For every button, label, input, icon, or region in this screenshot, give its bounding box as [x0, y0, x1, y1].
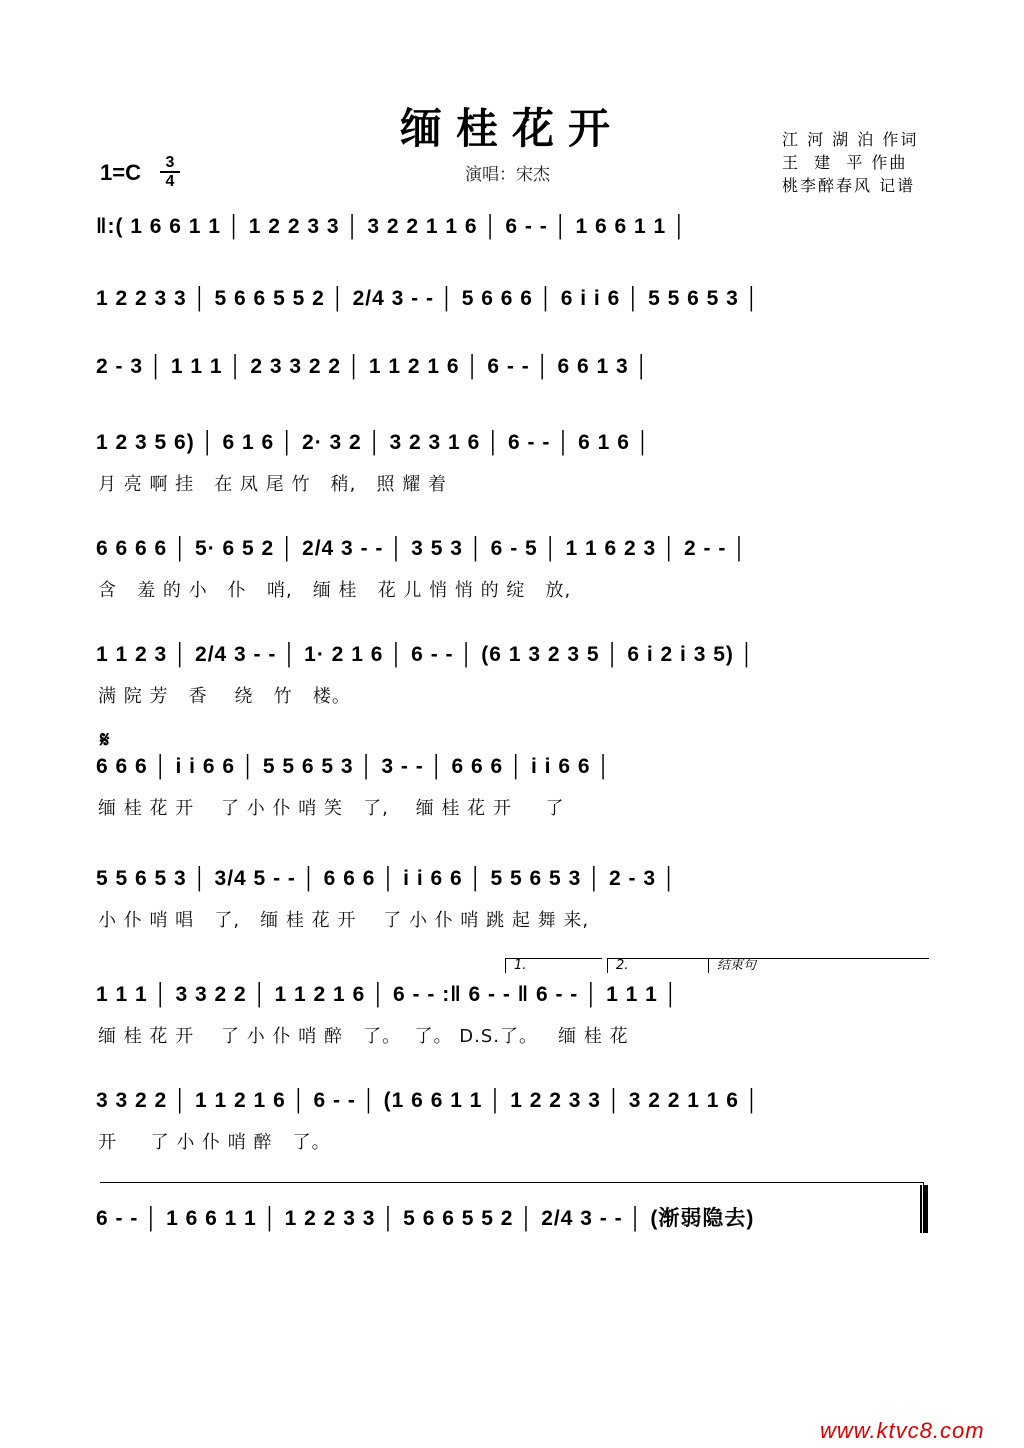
score-row-1 — [96, 212, 928, 262]
time-sig-top: 3 — [160, 154, 180, 173]
lyrics-line: 缅 桂 花 开 了 小 仆 哨 醉 了。 了。 D.S.了。 缅 桂 花 — [98, 1026, 629, 1047]
volta-first-ending: 1. — [505, 958, 602, 973]
notes-line: 1 1 2 3 │ 2/4 3 - - │ 1· 2 1 6 │ 6 - - │ (6 1 3 2 3 5 │ 6 i 2 i 3 5) │ — [96, 643, 755, 666]
song-title: 缅桂花开 — [399, 104, 624, 153]
lyrics-line: 小 仆 哨 唱 了, 缅 桂 花 开 了 小 仆 哨 跳 起 舞 来, — [98, 910, 590, 931]
notes-line: 6 6 6 │ i i 6 6 │ 5 5 6 5 3 │ 3 - - │ 6 6 6 │ i i 6 6 │ — [96, 755, 612, 778]
site-watermark: www.ktvc8.com — [820, 1418, 985, 1443]
notes-line: 1 2 2 3 3 │ 5 6 6 5 5 2 │ 2/4 3 - - │ 5 6 6 6 │ 6 i i 6 │ 5 5 6 5 3 │ — [96, 287, 760, 310]
transcriber-credit: 桃李醉春风 记谱 — [782, 176, 916, 195]
time-sig-bottom: 4 — [165, 173, 175, 190]
notes-line: ‖:( 1 6 6 1 1 │ 1 2 2 3 3 │ 3 2 2 1 1 6 │ 6 - - │ 1 6 6 1 1 │ — [96, 215, 688, 238]
ending-bracket-line — [100, 1182, 924, 1183]
score-row-3 — [96, 352, 928, 402]
lyrics-line: 满 院 芳 香 绕 竹 楼。 — [98, 686, 351, 707]
score-row-10 — [96, 1086, 928, 1153]
score-row-4 — [96, 428, 928, 495]
lyrics-line: 开 了 小 仆 哨 醉 了。 — [98, 1132, 331, 1153]
segno-sign: 𝄋 — [100, 728, 110, 753]
lyrics-line: 含 羞 的 小 仆 哨, 缅 桂 花 儿 悄 悄 的 绽 放, — [98, 580, 572, 601]
notes-line: 5 5 6 5 3 │ 3/4 5 - - │ 6 6 6 │ i i 6 6 │ 5 5 6 5 3 │ 2 - 3 │ — [96, 867, 678, 890]
key-signature: 1=C — [100, 160, 141, 185]
score-row-6 — [96, 640, 928, 707]
final-barline — [920, 1185, 928, 1233]
composer-credit: 王 建 平 作曲 — [782, 153, 908, 172]
volta-second-ending: 2. — [607, 958, 708, 973]
notes-line: 6 - - │ 1 6 6 1 1 │ 1 2 2 3 3 │ 5 6 6 5 5 2 │ 2/4 3 - - │ (渐弱隐去) — [96, 1207, 755, 1230]
score-row-11 — [96, 1204, 928, 1254]
notes-line: 1 1 1 │ 3 3 2 2 │ 1 1 2 1 6 │ 6 - - :‖ 6 - - ‖ 6 - - │ 1 1 1 │ — [96, 983, 679, 1006]
lyrics-line: 月 亮 啊 挂 在 凤 尾 竹 稍, 照 耀 着 — [98, 474, 447, 495]
score-row-8 — [96, 864, 928, 931]
score-row-7 — [96, 752, 928, 819]
volta-coda: 结束句 — [708, 958, 929, 973]
lyrics-line: 缅 桂 花 开 了 小 仆 哨 笑 了, 缅 桂 花 开 了 — [98, 798, 565, 819]
score-row-2 — [96, 284, 928, 334]
notes-line: 2 - 3 │ 1 1 1 │ 2 3 3 2 2 │ 1 1 2 1 6 │ 6 - - │ 6 6 1 3 │ — [96, 355, 650, 378]
singer-credit: 演唱：宋杰 — [465, 165, 550, 185]
notes-line: 3 3 2 2 │ 1 1 2 1 6 │ 6 - - │ (1 6 6 1 1 │ 1 2 2 3 3 │ 3 2 2 1 1 6 │ — [96, 1089, 760, 1112]
credits — [782, 128, 918, 197]
lyricist-credit: 江 河 湖 泊 作词 — [782, 130, 919, 149]
score-row-9 — [96, 980, 928, 1047]
time-signature — [160, 154, 180, 190]
score-row-5 — [96, 534, 928, 601]
notes-line: 6 6 6 6 │ 5· 6 5 2 │ 2/4 3 - - │ 3 5 3 │ 6 - 5 │ 1 1 6 2 3 │ 2 - - │ — [96, 537, 748, 560]
notes-line: 1 2 3 5 6) │ 6 1 6 │ 2· 3 2 │ 3 2 3 1 6 │ 6 - - │ 6 1 6 │ — [96, 431, 651, 454]
